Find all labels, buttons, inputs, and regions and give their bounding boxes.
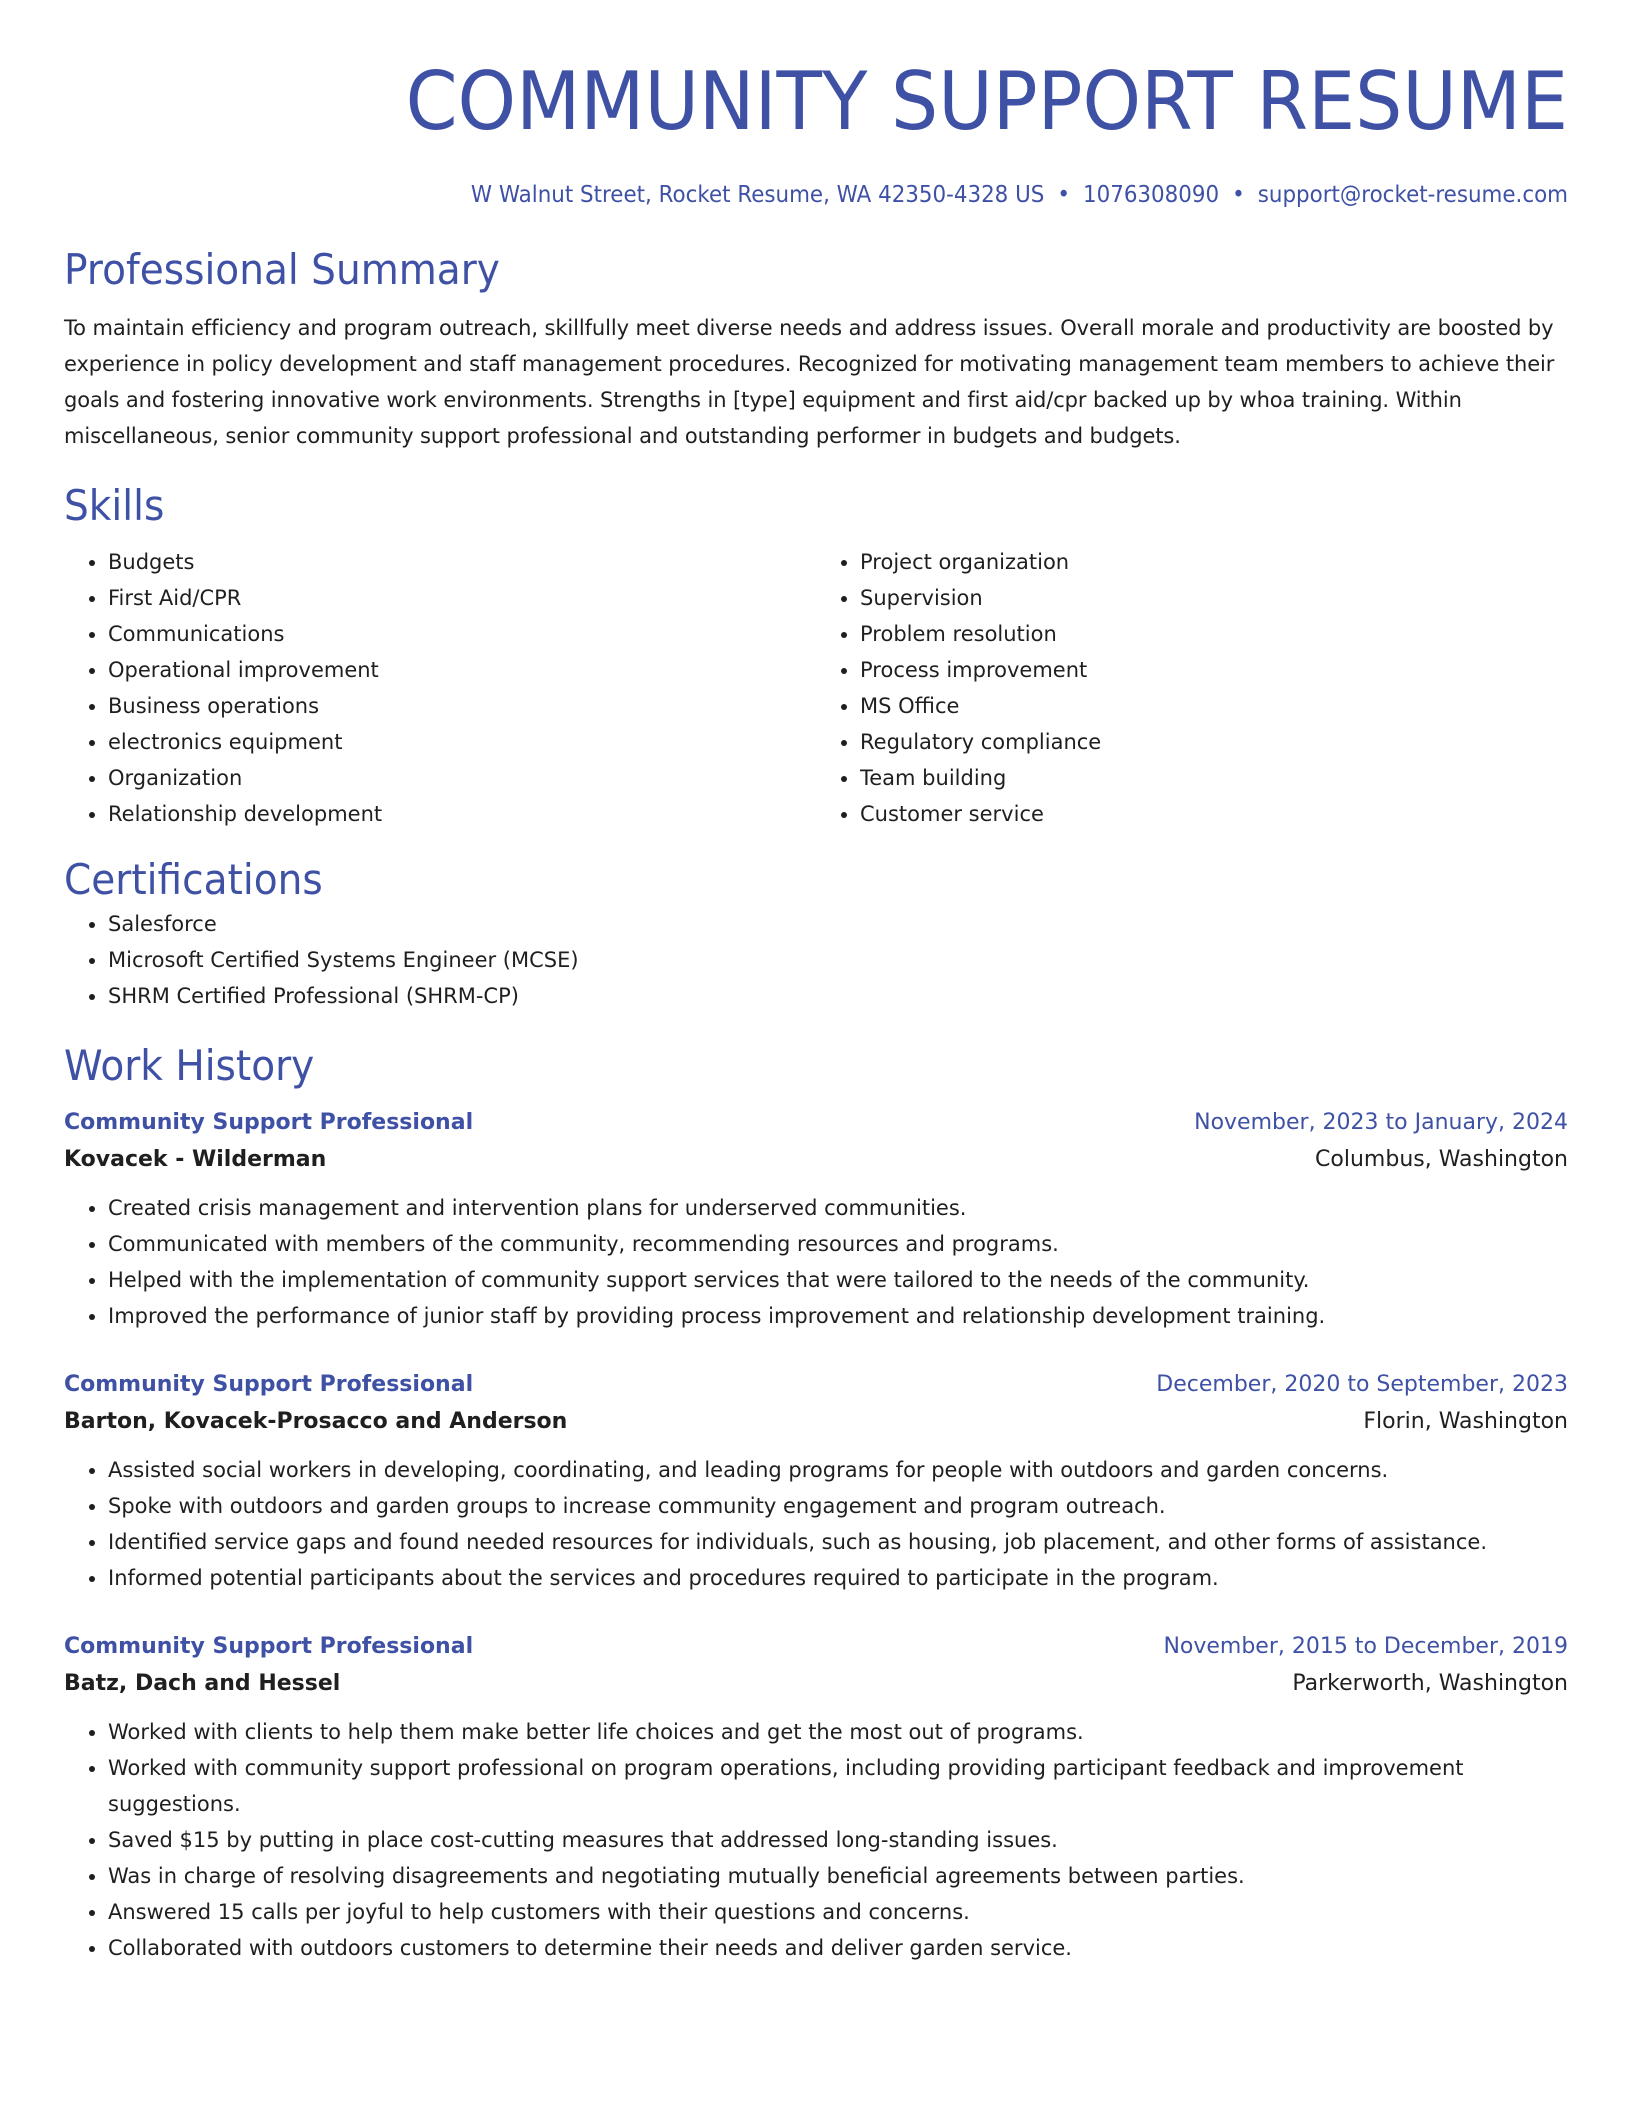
job-title-row	[64, 1630, 1568, 1664]
job-title-row	[64, 1106, 1568, 1140]
skill-item: • Communications	[108, 616, 816, 652]
job-duty-item: • Worked with clients to help them make better life choices and get the most out of programs.	[108, 1714, 1568, 1750]
skill-item: • Supervision	[860, 580, 1568, 616]
contact-line	[169, 180, 1568, 210]
job-company-row	[64, 1402, 1568, 1442]
job-title: Community Support Professional	[64, 1634, 474, 1659]
contact-separator: •	[1057, 182, 1070, 208]
skill-item: • Budgets	[108, 544, 816, 580]
job-duties-list	[64, 1714, 1568, 1966]
contact-separator: •	[1232, 182, 1245, 208]
certification-item: • SHRM Certified Professional (SHRM-CP)	[108, 978, 1568, 1014]
job-duty-item: • Created crisis management and intervention plans for underserved communities.	[108, 1190, 1568, 1226]
job-dates: December, 2020 to September, 2023	[1156, 1372, 1568, 1397]
job-duty-item: • Was in charge of resolving disagreements and negotiating mutually beneficial agreements between parties.	[108, 1858, 1568, 1894]
skill-item: • Business operations	[108, 688, 816, 724]
job-location: Florin, Washington	[1363, 1409, 1568, 1434]
job-location: Columbus, Washington	[1315, 1147, 1568, 1172]
resume-title: COMMUNITY SUPPORT RESUME	[405, 55, 1568, 148]
job-duty-item: • Answered 15 calls per joyful to help customers with their questions and concerns.	[108, 1894, 1568, 1930]
certifications-list	[64, 906, 1568, 1014]
job-company: Batz, Dach and Hessel	[64, 1671, 341, 1696]
job-company: Barton, Kovacek-Prosacco and Anderson	[64, 1409, 568, 1434]
job-duties-list	[64, 1190, 1568, 1334]
work-history-section	[64, 1040, 1568, 1966]
skill-item: • electronics equipment	[108, 724, 816, 760]
section-heading-summary: Professional Summary	[64, 245, 500, 294]
job-company-row	[64, 1664, 1568, 1704]
skill-item: • MS Office	[860, 688, 1568, 724]
job-dates: November, 2015 to December, 2019	[1163, 1634, 1568, 1659]
skill-item: • Process improvement	[860, 652, 1568, 688]
job-duty-item: • Assisted social workers in developing, coordinating, and leading programs for people with outdoors and garden concerns.	[108, 1452, 1568, 1488]
section-heading-skills: Skills	[64, 481, 165, 530]
skill-item: • First Aid/CPR	[108, 580, 816, 616]
skill-item: • Organization	[108, 760, 816, 796]
job-title: Community Support Professional	[64, 1372, 474, 1397]
section-heading-certifications: Certifications	[64, 855, 323, 904]
skills-list-left	[64, 544, 816, 832]
job-duty-item: • Collaborated with outdoors customers to determine their needs and deliver garden service.	[108, 1930, 1568, 1966]
job-duty-item: • Identified service gaps and found needed resources for individuals, such as housing, job placement, and other forms of assistance.	[108, 1524, 1568, 1560]
contact-phone: 1076308090	[1082, 182, 1220, 208]
job-duty-item: • Worked with community support professional on program operations, including providing participant feedback and improvement suggestions.	[108, 1750, 1568, 1822]
summary-text: To maintain efficiency and program outreach, skillfully meet diverse needs and address issues. Overall morale and productivity are boosted by experience in policy development and staff management procedures. Recognized for motivating management team members to achieve their goals and fostering innovative work environments. Strengths in [type] equipment and first aid/cpr backed up by whoa training. Within miscellaneous, senior community support professional and outstanding performer in budgets and budgets.	[64, 316, 1555, 448]
job-list	[64, 1106, 1568, 1966]
skill-item: • Operational improvement	[108, 652, 816, 688]
certification-item: • Microsoft Certified Systems Engineer (MCSE)	[108, 942, 1568, 978]
resume-header	[64, 0, 1568, 210]
professional-summary-section	[64, 244, 1568, 454]
job-duty-item: • Informed potential participants about the services and procedures required to participate in the program.	[108, 1560, 1568, 1596]
skill-item: • Team building	[860, 760, 1568, 796]
certification-item: • Salesforce	[108, 906, 1568, 942]
skill-item: • Regulatory compliance	[860, 724, 1568, 760]
job-title: Community Support Professional	[64, 1110, 474, 1135]
contact-email[interactable]: support@rocket-resume.com	[1257, 182, 1568, 208]
section-heading-work-history: Work History	[64, 1041, 315, 1090]
job-dates: November, 2023 to January, 2024	[1194, 1110, 1568, 1135]
job-company-row	[64, 1140, 1568, 1180]
skills-columns	[64, 544, 1568, 832]
job-duty-item: • Saved $15 by putting in place cost-cutting measures that addressed long-standing issues.	[108, 1822, 1568, 1858]
job-title-row	[64, 1368, 1568, 1402]
skills-list-right	[816, 544, 1568, 832]
job-entry	[64, 1630, 1568, 1966]
skill-item: • Project organization	[860, 544, 1568, 580]
skill-item: • Customer service	[860, 796, 1568, 832]
skill-item: • Relationship development	[108, 796, 816, 832]
job-location: Parkerworth, Washington	[1292, 1671, 1568, 1696]
job-entry	[64, 1368, 1568, 1596]
job-duties-list	[64, 1452, 1568, 1596]
job-duty-item: • Helped with the implementation of community support services that were tailored to the needs of the community.	[108, 1262, 1568, 1298]
job-duty-item: • Improved the performance of junior staff by providing process improvement and relationship development training.	[108, 1298, 1568, 1334]
job-company: Kovacek - Wilderman	[64, 1147, 327, 1172]
skill-item: • Problem resolution	[860, 616, 1568, 652]
job-entry	[64, 1106, 1568, 1334]
job-duty-item: • Communicated with members of the community, recommending resources and programs.	[108, 1226, 1568, 1262]
job-duty-item: • Spoke with outdoors and garden groups to increase community engagement and program outreach.	[108, 1488, 1568, 1524]
contact-address: W Walnut Street, Rocket Resume, WA 42350-4328 US	[470, 182, 1045, 208]
skills-section	[64, 480, 1568, 832]
certifications-section	[64, 854, 1568, 1014]
